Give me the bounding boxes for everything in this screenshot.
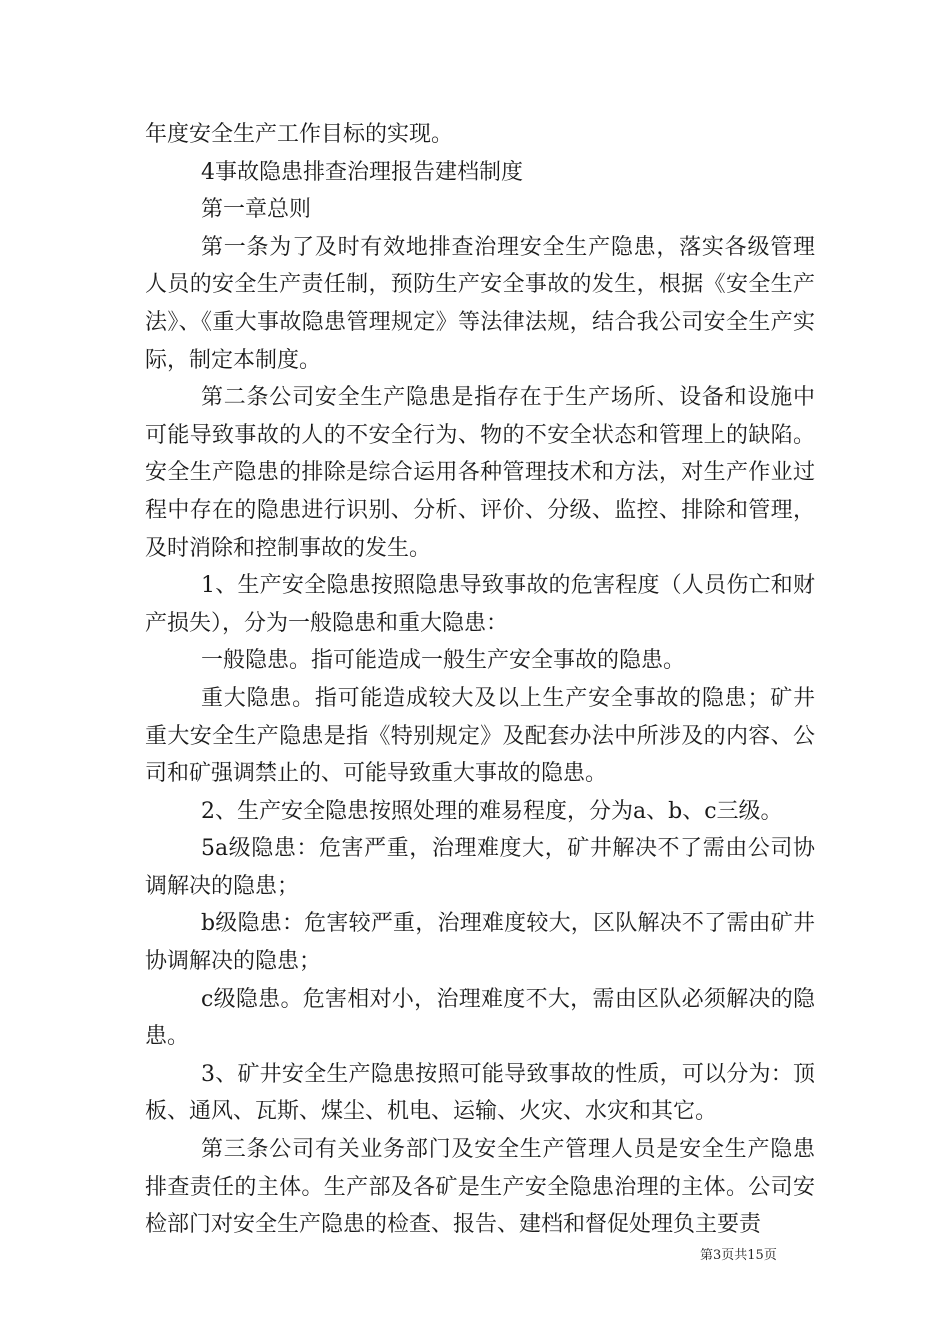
paragraph: 1、生产安全隐患按照隐患导致事故的危害程度（人员伤亡和财产损失），分为一般隐患和重大隐患： xyxy=(145,573,815,636)
chapter-heading: 第一章总则 xyxy=(201,197,312,223)
paragraph: 2、生产安全隐患按照处理的难易程度，分为a、b、c三级。 xyxy=(201,798,783,824)
paragraph: 年度安全生产工作目标的实现。 xyxy=(145,122,454,147)
paragraph: 重大隐患。指可能造成较大及以上生产安全事故的隐患；矿井重大安全生产隐患是指《特别规定》及配套办法中所涉及的内容、公司和矿强调禁止的、可能导致重大事故的隐患。 xyxy=(145,685,815,787)
paragraph: 3、矿井安全生产隐患按照可能导致事故的性质，可以分为：顶板、通风、瓦斯、煤尘、机电、运输、火灾、水灾和其它。 xyxy=(145,1061,815,1125)
paragraph: 一般隐患。指可能造成一般生产安全事故的隐患。 xyxy=(201,648,686,674)
section-heading: 4事故隐患排查治理报告建档制度 xyxy=(201,159,523,185)
paragraph: c级隐患。危害相对小，治理难度不大，需由区队必须解决的隐患。 xyxy=(145,986,815,1050)
paragraph: 第一条为了及时有效地排查治理安全生产隐患，落实各级管理人员的安全生产责任制，预防生产安全事故的发生，根据《安全生产法》、《重大事故隐患管理规定》等法律法规，结合我公司安全生产实际，制定本制度。 xyxy=(145,234,815,373)
paragraph: 第三条公司有关业务部门及安全生产管理人员是安全生产隐患排查责任的主体。生产部及各矿是生产安全隐患治理的主体。公司安检部门对安全生产隐患的检查、报告、建档和督促处理负主要责 xyxy=(145,1137,815,1238)
document-body xyxy=(145,116,815,1244)
paragraph: 5a级隐患：危害严重，治理难度大，矿井解决不了需由公司协调解决的隐患； xyxy=(145,836,815,899)
paragraph: b级隐患：危害较严重，治理难度较大，区队解决不了需由矿井协调解决的隐患； xyxy=(145,911,815,975)
page-number-footer: 第3页共15页 xyxy=(700,1248,777,1263)
paragraph: 第二条公司安全生产隐患是指存在于生产场所、设备和设施中可能导致事故的人的不安全行为、物的不安全状态和管理上的缺陷。安全生产隐患的排除是综合运用各种管理技术和方法，对生产作业过程中存在的隐患进行识别、分析、评价、分级、监控、排除和管理，及时消除和控制事故的发生。 xyxy=(145,385,815,561)
